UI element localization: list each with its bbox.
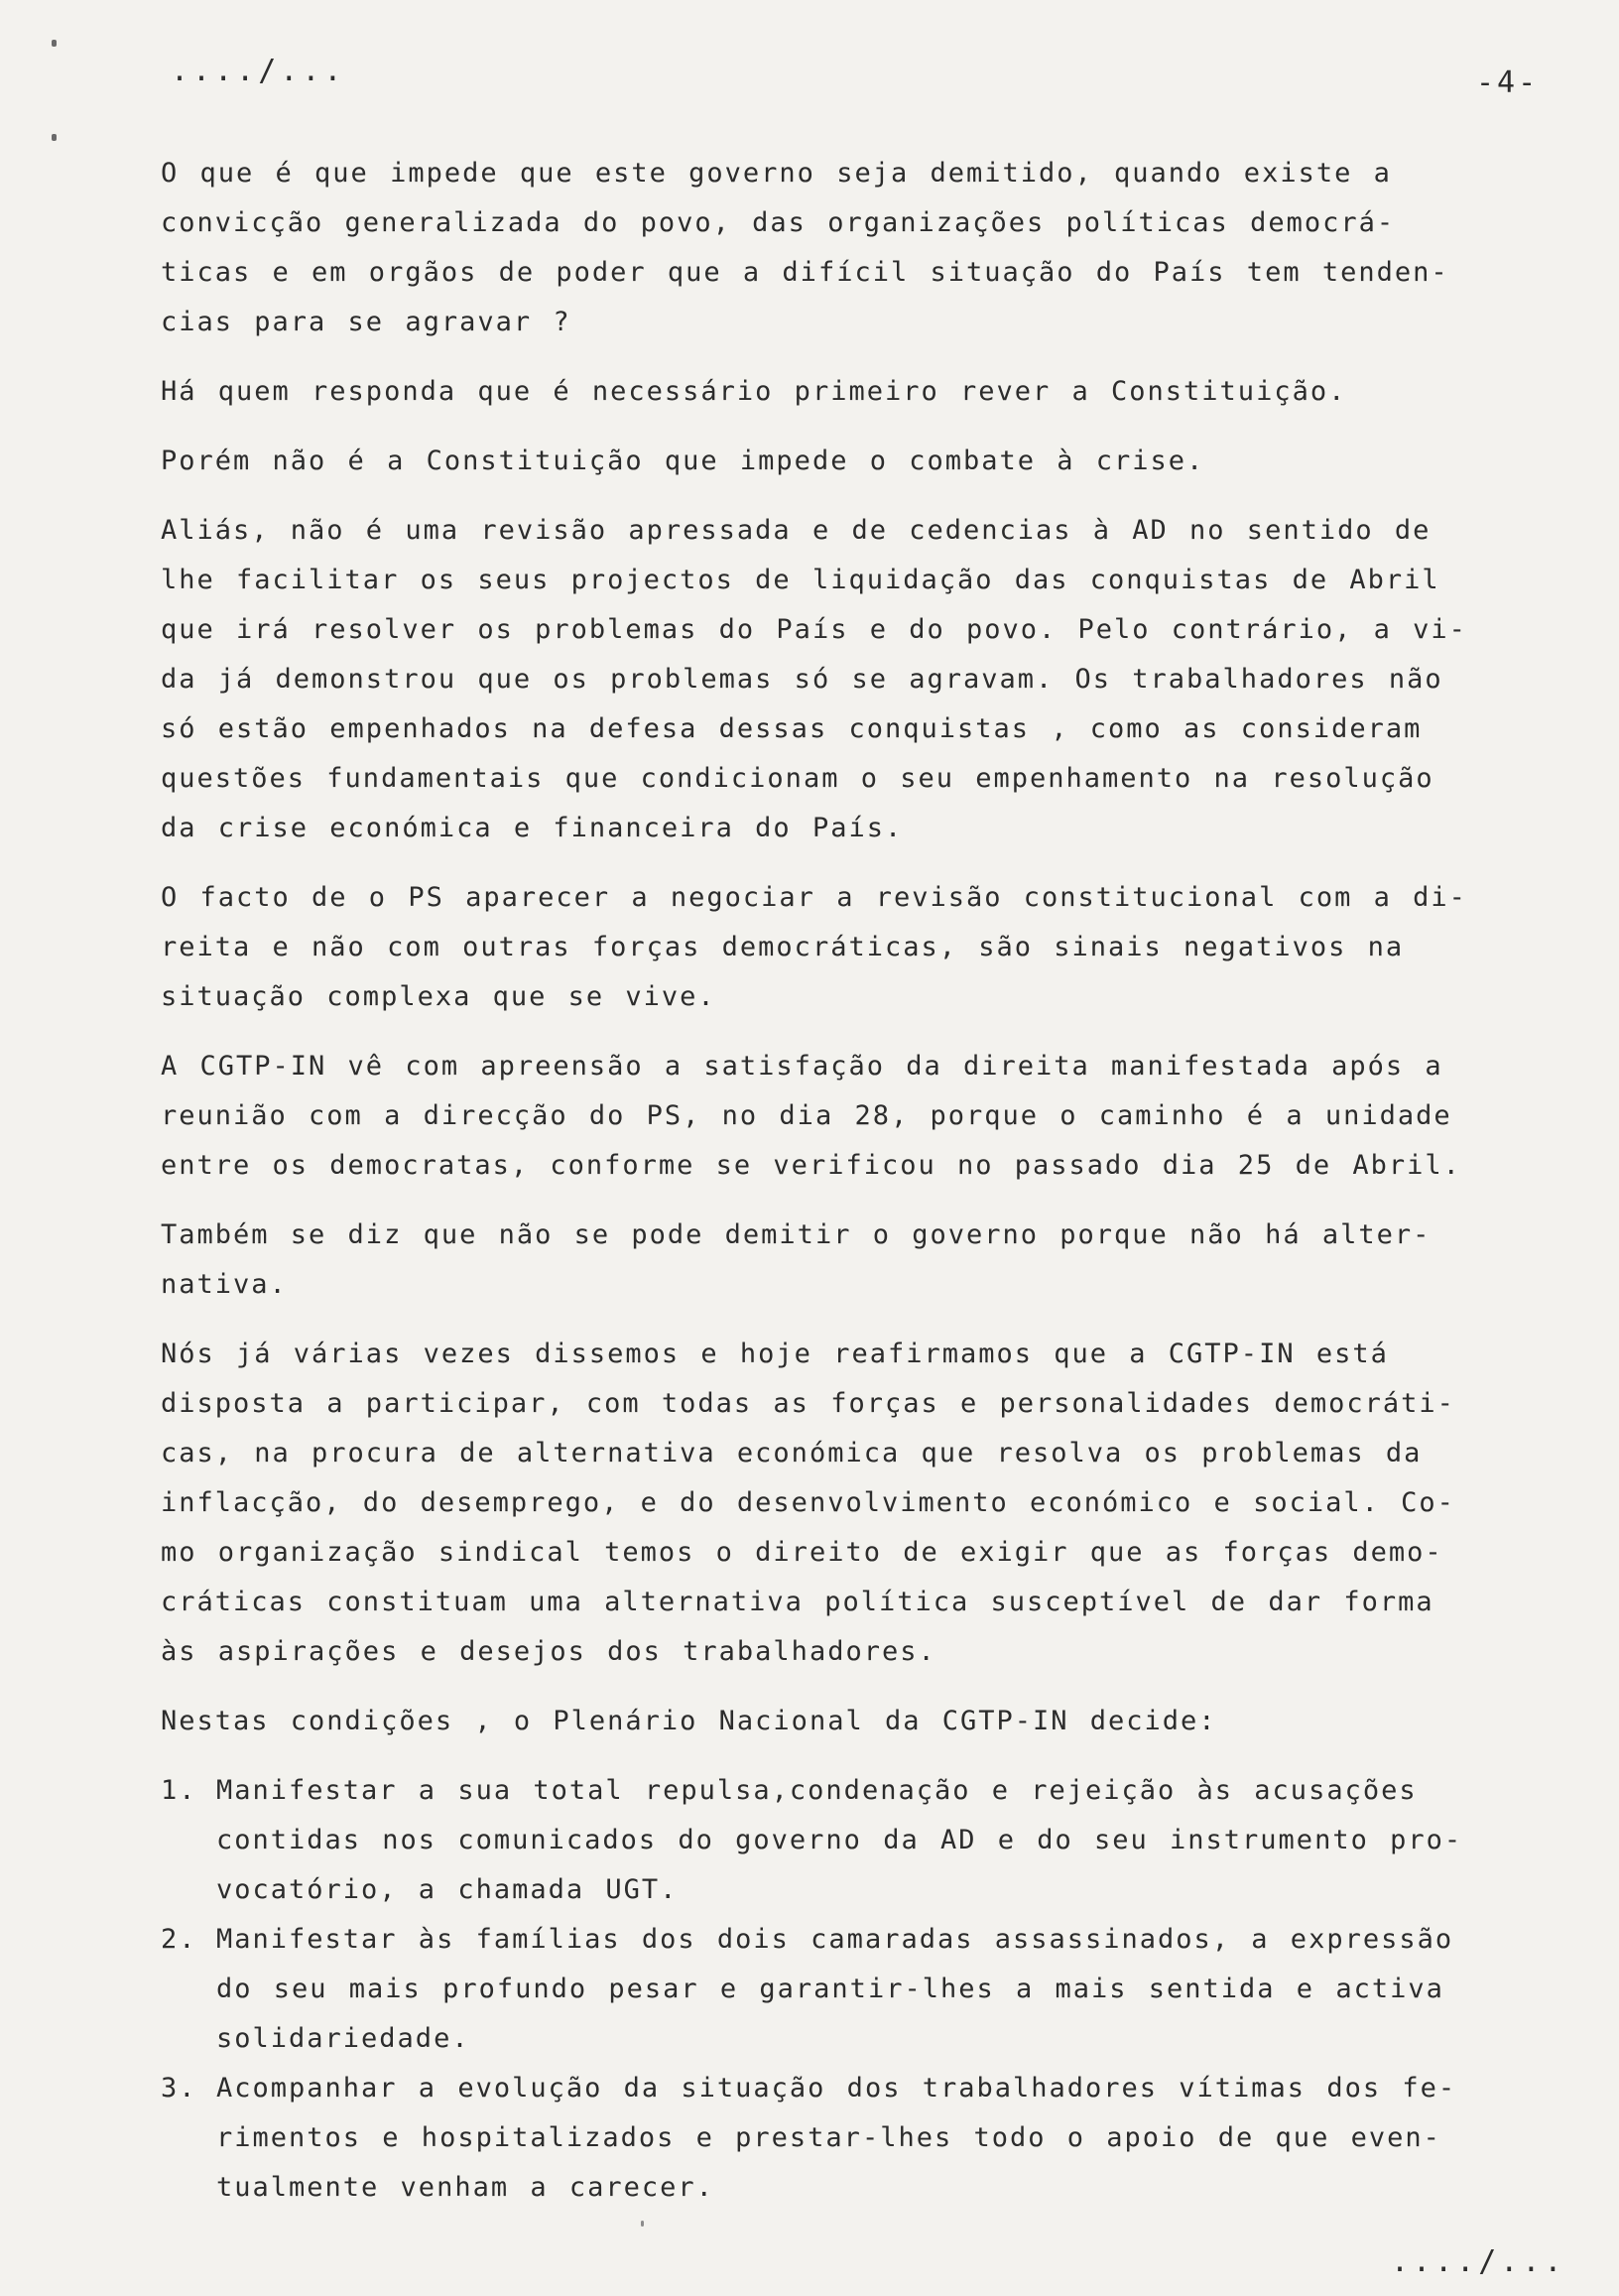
- text-line: às aspirações e desejos dos trabalhadores.: [161, 1636, 936, 1667]
- text-line: mo organização sindical temos o direito de exigir que as forças demo-: [161, 1537, 1443, 1568]
- decision-item: [161, 2064, 1577, 2213]
- paragraph: [161, 367, 1577, 417]
- text-line: Há quem responda que é necessário primeiro rever a Constituição.: [161, 376, 1347, 407]
- text-line: solidariedade.: [216, 2023, 470, 2054]
- decision-number: 2.: [161, 1924, 197, 1955]
- text-line: vocatório, a chamada UGT.: [216, 1874, 679, 1905]
- continuation-mark-bottom: ..../...: [1391, 2244, 1566, 2279]
- scan-speck: [52, 134, 57, 141]
- text-line: Também se diz que não se pode demitir o governo porque não há alter-: [161, 1219, 1432, 1250]
- text-line: nativa.: [161, 1269, 288, 1300]
- paragraph: [161, 506, 1577, 853]
- text-line: O que é que impede que este governo seja demitido, quando existe a: [161, 158, 1392, 189]
- text-line: ticas e em orgãos de poder que a difícil situação do País tem tenden-: [161, 257, 1449, 288]
- text-line: O facto de o PS aparecer a negociar a revisão constitucional com a di-: [161, 882, 1467, 913]
- text-line: inflacção, do desemprego, e do desenvolvimento económico e social. Co-: [161, 1487, 1455, 1518]
- continuation-mark-top: ..../...: [171, 54, 346, 88]
- text-line: da já demonstrou que os problemas só se agravam. Os trabalhadores não: [161, 664, 1443, 695]
- text-line: A CGTP-IN vê com apreensão a satisfação da direita manifestada após a: [161, 1051, 1443, 1082]
- text-line: cas, na procura de alternativa económica que resolva os problemas da: [161, 1438, 1423, 1468]
- text-line: Nós já várias vezes dissemos e hoje reafirmamos que a CGTP-IN está: [161, 1339, 1389, 1369]
- text-line: Aliás, não é uma revisão apressada e de cedencias à AD no sentido de: [161, 515, 1432, 546]
- document-body: [161, 149, 1577, 2213]
- paragraph: [161, 1042, 1577, 1191]
- text-line: Manifestar às famílias dos dois camaradas assassinados, a expressão: [216, 1924, 1454, 1955]
- paragraph-list: [161, 149, 1577, 1746]
- decision-number: 3.: [161, 2073, 197, 2104]
- decision-list: [161, 1766, 1577, 2213]
- text-line: Nestas condições , o Plenário Nacional da CGTP-IN decide:: [161, 1706, 1217, 1736]
- decision-item: [161, 1915, 1577, 2064]
- paragraph: [161, 1211, 1577, 1310]
- text-line: que irá resolver os problemas do País e do povo. Pelo contrário, a vi-: [161, 614, 1467, 645]
- text-line: rimentos e hospitalizados e prestar-lhes todo o apoio de que even-: [216, 2122, 1441, 2153]
- text-line: lhe facilitar os seus projectos de liquidação das conquistas de Abril: [161, 565, 1440, 595]
- paragraph: [161, 1330, 1577, 1677]
- text-line: convicção generalizada do povo, das organizações políticas democrá-: [161, 207, 1396, 238]
- text-line: disposta a participar, com todas as forças e personalidades democráti-: [161, 1388, 1455, 1419]
- text-line: questões fundamentais que condicionam o seu empenhamento na resolução: [161, 763, 1434, 794]
- paragraph: [161, 149, 1577, 347]
- text-line: cráticas constituam uma alternativa política susceptível de dar forma: [161, 1587, 1434, 1617]
- text-line: reunião com a direcção do PS, no dia 28, porque o caminho é a unidade: [161, 1100, 1452, 1131]
- text-line: entre os democratas, conforme se verificou no passado dia 25 de Abril.: [161, 1150, 1461, 1181]
- text-line: situação complexa que se vive.: [161, 981, 716, 1012]
- decision-item: [161, 1766, 1577, 1915]
- paragraph: [161, 1697, 1577, 1746]
- text-line: tualmente venham a carecer.: [216, 2172, 714, 2203]
- text-line: Manifestar a sua total repulsa,condenação e rejeição às acusações: [216, 1775, 1418, 1806]
- text-line: reita e não com outras forças democráticas, são sinais negativos na: [161, 932, 1405, 962]
- text-line: cias para se agravar ?: [161, 307, 571, 337]
- page-number: -4-: [1476, 65, 1540, 100]
- paragraph: [161, 437, 1577, 486]
- text-line: da crise económica e financeira do País.: [161, 813, 904, 843]
- scan-speck: [52, 40, 57, 47]
- text-line: contidas nos comunicados do governo da AD e do seu instrumento pro-: [216, 1825, 1463, 1855]
- scan-speck: [641, 2221, 644, 2227]
- decision-number: 1.: [161, 1775, 197, 1806]
- text-line: Acompanhar a evolução da situação dos trabalhadores vítimas dos fe-: [216, 2073, 1457, 2104]
- text-line: do seu mais profundo pesar e garantir-lhes a mais sentida e activa: [216, 1974, 1444, 2004]
- text-line: só estão empenhados na defesa dessas conquistas , como as consideram: [161, 713, 1423, 744]
- paragraph: [161, 873, 1577, 1022]
- text-line: Porém não é a Constituição que impede o combate à crise.: [161, 446, 1205, 476]
